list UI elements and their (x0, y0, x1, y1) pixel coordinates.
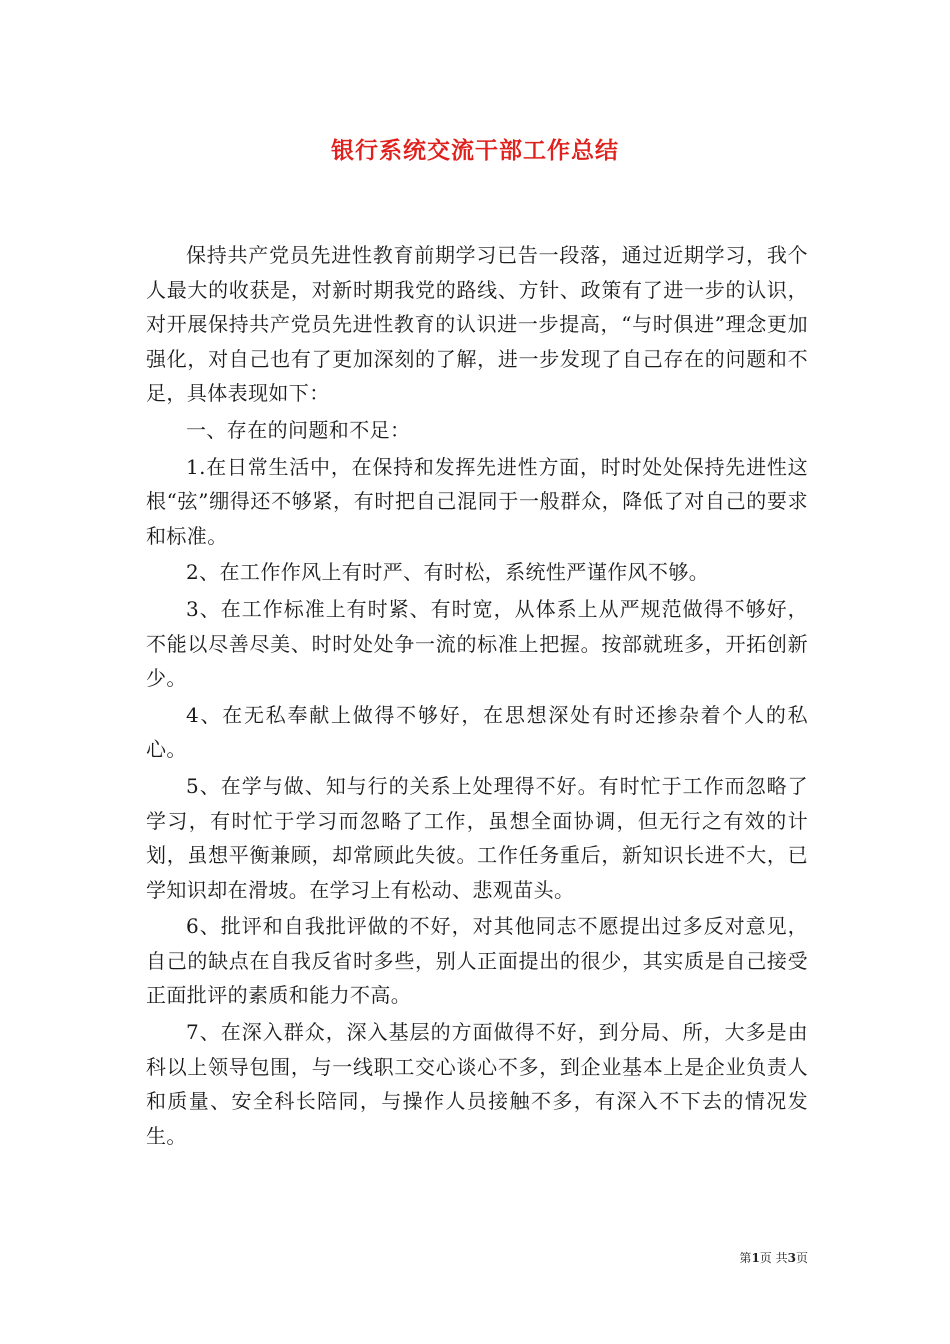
issue-item-7: 7、在深入群众，深入基层的方面做得不好，到分局、所，大多是由科以上领导包围，与一线职工交心谈心不多，到企业基本上是企业负责人和质量、安全科长陪同，与操作人员接触不多，有深入不下去的情况发生。 (146, 1020, 808, 1148)
document-body (146, 238, 808, 1153)
total-pages-number: 3 (787, 1251, 796, 1265)
footer-suffix: 页 (795, 1251, 808, 1265)
footer-middle: 页 共 (759, 1251, 788, 1265)
page-number-footer (739, 1250, 808, 1266)
intro-paragraph: 保持共产党员先进性教育前期学习已告一段落，通过近期学习，我个人最大的收获是，对新时期我党的路线、方针、政策有了进一步的认识，对开展保持共产党员先进性教育的认识进一步提高，“与时俱进”理念更加强化，对自己也有了更加深刻的了解，进一步发现了自己存在的问题和不足，具体表现如下： (146, 243, 808, 406)
issue-item-3: 3、在工作标准上有时紧、有时宽，从体系上从严规范做得不够好，不能以尽善尽美、时时处处争一流的标准上把握。按部就班多，开拓创新少。 (146, 596, 808, 691)
issue-item-2: 2、在工作作风上有时严、有时松，系统性严谨作风不够。 (186, 560, 710, 585)
issue-item-6: 6、批评和自我批评做的不好，对其他同志不愿提出过多反对意见，自己的缺点在自我反省时多些，别人正面提出的很少，其实质是自己接受正面批评的素质和能力不高。 (146, 914, 808, 1008)
issue-item-1: 1.在日常生活中，在保持和发挥先进性方面，时时处处保持先进性这根“弦”绷得还不够紧，有时把自己混同于一般群众，降低了对自己的要求和标准。 (146, 454, 808, 548)
section-heading: 一、存在的问题和不足： (186, 417, 411, 442)
issue-item-5: 5、在学与做、知与行的关系上处理得不好。有时忙于工作而忽略了学习，有时忙于学习而忽略了工作，虽想全面协调，但无行之有效的计划，虽想平衡兼顾，却常顾此失彼。工作任务重后，新知识长进不大，已学知识却在滑坡。在学习上有松动、悲观苗头。 (146, 773, 808, 902)
issue-item-4: 4、在无私奉献上做得不够好，在思想深处有时还掺杂着个人的私心。 (146, 702, 808, 762)
document-title: 银行系统交流干部工作总结 (331, 137, 619, 164)
footer-prefix: 第 (739, 1251, 752, 1265)
current-page-number: 1 (751, 1251, 760, 1265)
